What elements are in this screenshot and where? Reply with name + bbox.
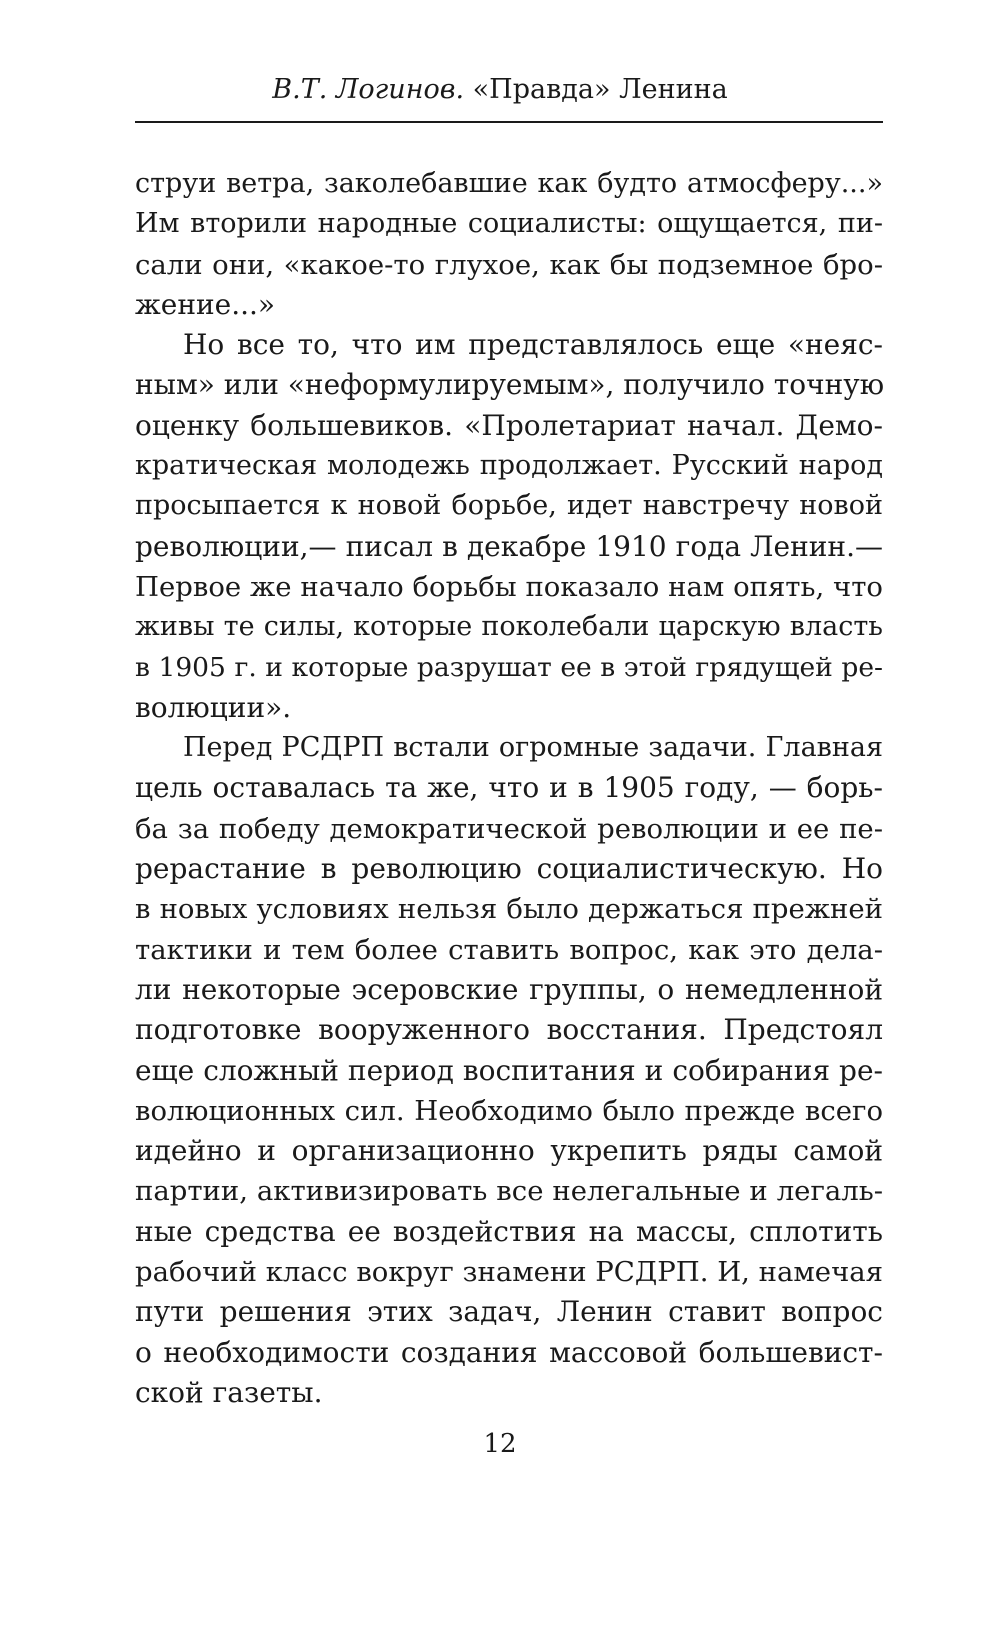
text-line: рабочий класс вокруг знамени РСДРП. И, намечая [135, 1256, 883, 1289]
text-line: Но все то, что им представлялось еще «неяс- [183, 328, 883, 362]
text-line: струи ветра, заколебавшие как будто атмосферу...» [135, 168, 883, 199]
text-line: в новых условиях нельзя было держаться прежней [135, 893, 883, 926]
text-line: рерастание в революцию социалистическую. Но [135, 852, 883, 886]
text-line: кратическая молодежь продолжает. Русский народ [135, 450, 883, 482]
text-line: цель оставалась та же, что и в 1905 году, — борь- [135, 771, 883, 805]
running-head-author: В.Т. Логинов. [272, 74, 465, 105]
text-line: ные средства ее воздействия на массы, сплотить [135, 1214, 883, 1248]
text-line: сали они, «какое-то глухое, как бы подземное бро- [135, 248, 883, 281]
body-text [135, 164, 883, 1413]
text-line: ли некоторые эсеровские группы, о немедленной [135, 972, 883, 1006]
text-line: ба за победу демократической революции и ее пе- [135, 812, 883, 845]
header-rule [135, 121, 883, 123]
text-line: Первое же начало борьбы показало нам опять, что [135, 570, 883, 603]
text-line: идейно и организационно укрепить ряды самой [135, 1134, 883, 1168]
text-line: ным» или «неформулируемым», получило точную [135, 368, 885, 402]
text-line: оценку большевиков. «Пролетариат начал. Демо- [135, 408, 883, 442]
text-line: ской газеты. [135, 1375, 323, 1409]
text-line: в 1905 г. и которые разрушат ее в этой грядущей ре- [135, 651, 883, 683]
text-line: Им вторили народные социалисты: ощущается, пи- [135, 208, 883, 240]
text-line: просыпается к новой борьбе, идет навстречу новой [135, 490, 883, 522]
text-line: жение...» [135, 287, 276, 321]
text-line: партии, активизировать все нелегальные и легаль- [135, 1175, 883, 1208]
text-line: волюционных сил. Необходимо было прежде всего [135, 1094, 883, 1127]
text-line: революции,— писал в декабре 1910 года Ленин.— [135, 529, 883, 563]
text-line: еще сложный период воспитания и собирания ре- [135, 1053, 883, 1087]
text-line: волюции». [135, 690, 292, 724]
text-line: пути решения этих задач, Ленин ставит вопрос [135, 1295, 883, 1329]
text-line: о необходимости создания массовой большевист- [135, 1335, 883, 1369]
text-line: тактики и тем более ставить вопрос, как это дела- [135, 933, 883, 966]
text-line: живы те силы, которые поколебали царскую власть [135, 611, 883, 643]
running-head-title: «Правда» Ленина [472, 74, 728, 105]
text-line: подготовке вооруженного восстания. Предстоял [135, 1013, 883, 1047]
page-number: 12 [483, 1429, 517, 1459]
running-head [0, 72, 1000, 108]
text-line: Перед РСДРП встали огромные задачи. Главная [183, 732, 883, 764]
